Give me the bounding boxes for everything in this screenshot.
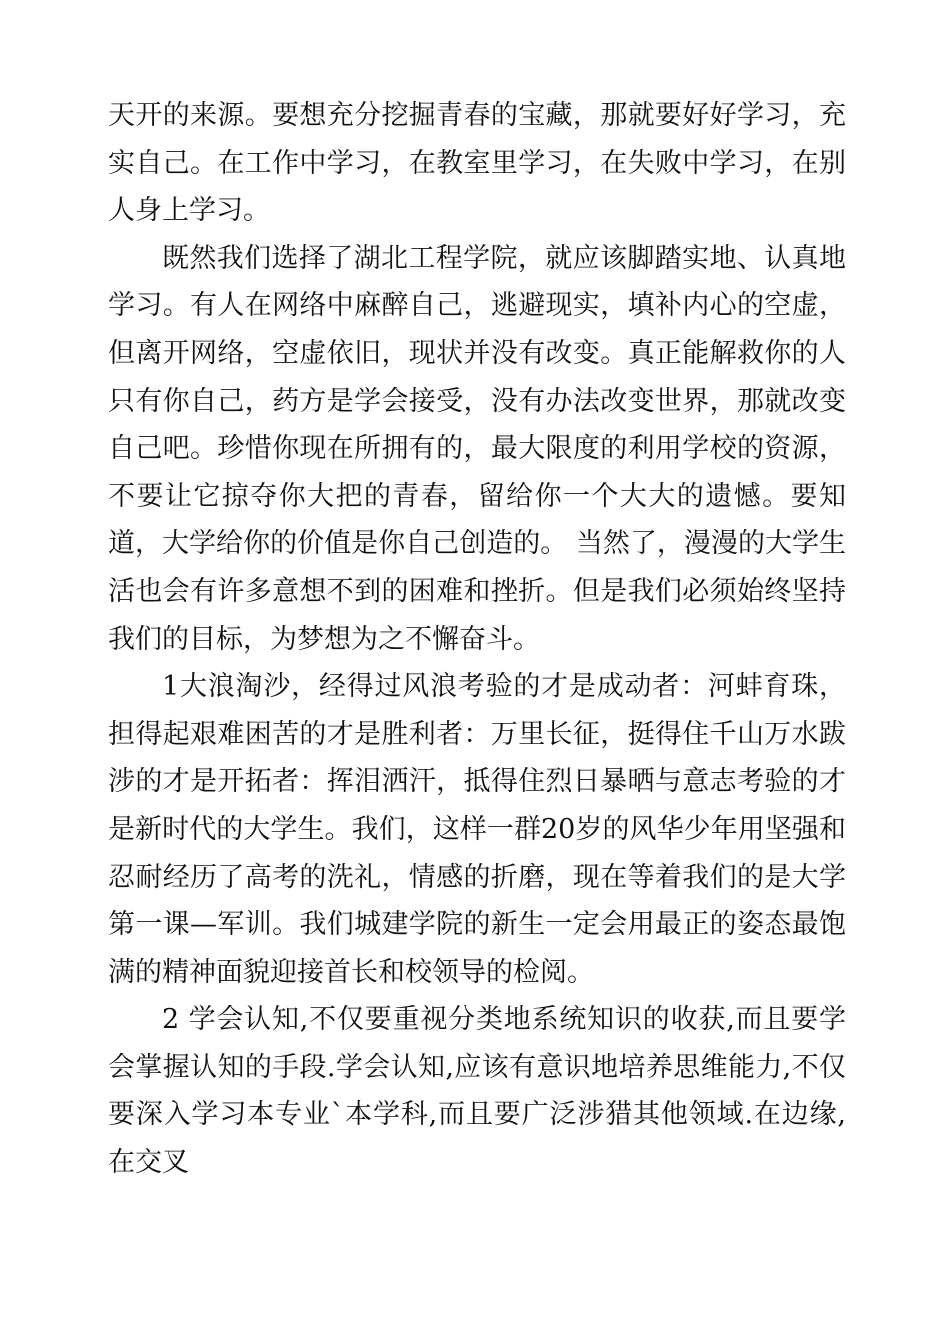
paragraph-military-training: 1大浪淘沙，经得过风浪考验的才是成动者：河蚌育珠，担得起艰难困苦的才是胜利者：万里长征，挺得住千山万水跋涉的才是开拓者：挥泪洒汗，抵得住烈日暴晒与意志考验的才是新时代的大学生。我们，这样一群20岁的风华少年用坚强和忍耐经历了高考的洗礼，情感的折磨，现在等着我们的是大学第一课—军训。我们城建学院的新生一定会用最正的姿态最饱满的精神面貌迎接首长和校领导的检阅。 — [108, 671, 846, 988]
paragraph-continuation: 天开的来源。要想充分挖掘青春的宝藏，那就要好好学习，充实自己。在工作中学习，在教室里学习，在失败中学习，在别人身上学习。 — [108, 100, 846, 227]
paragraph-study-reality: 既然我们选择了湖北工程学院，就应该脚踏实地、认真地学习。有人在网络中麻醉自己，逃避现实，填补内心的空虚，但离开网络，空虚依旧，现状并没有改变。真正能解救你的人只有你自己，药方是学会接受，没有办法改变世界，那就改变自己吧。珍惜你现在所拥有的，最大限度的利用学校的资源，不要让它掠夺你大把的青春，留给你一个大大的遗憾。要知道，大学给你的价值是你自己创造的。 当然了，漫漫的大学生活也会有许多意想不到的困难和挫折。但是我们必须始终坚持我们的目标，为梦想为之不懈奋斗。 — [108, 242, 846, 655]
paragraph-learn-cognition: 2 学会认知,不仅要重视分类地系统知识的收获,而且要学会掌握认知的手段.学会认知,应该有意识地培养思维能力,不仅要深入学习本专业`本学科,而且要广泛涉猎其他领域.在边缘,在交叉 — [108, 1004, 846, 1179]
document-page — [108, 92, 846, 1187]
